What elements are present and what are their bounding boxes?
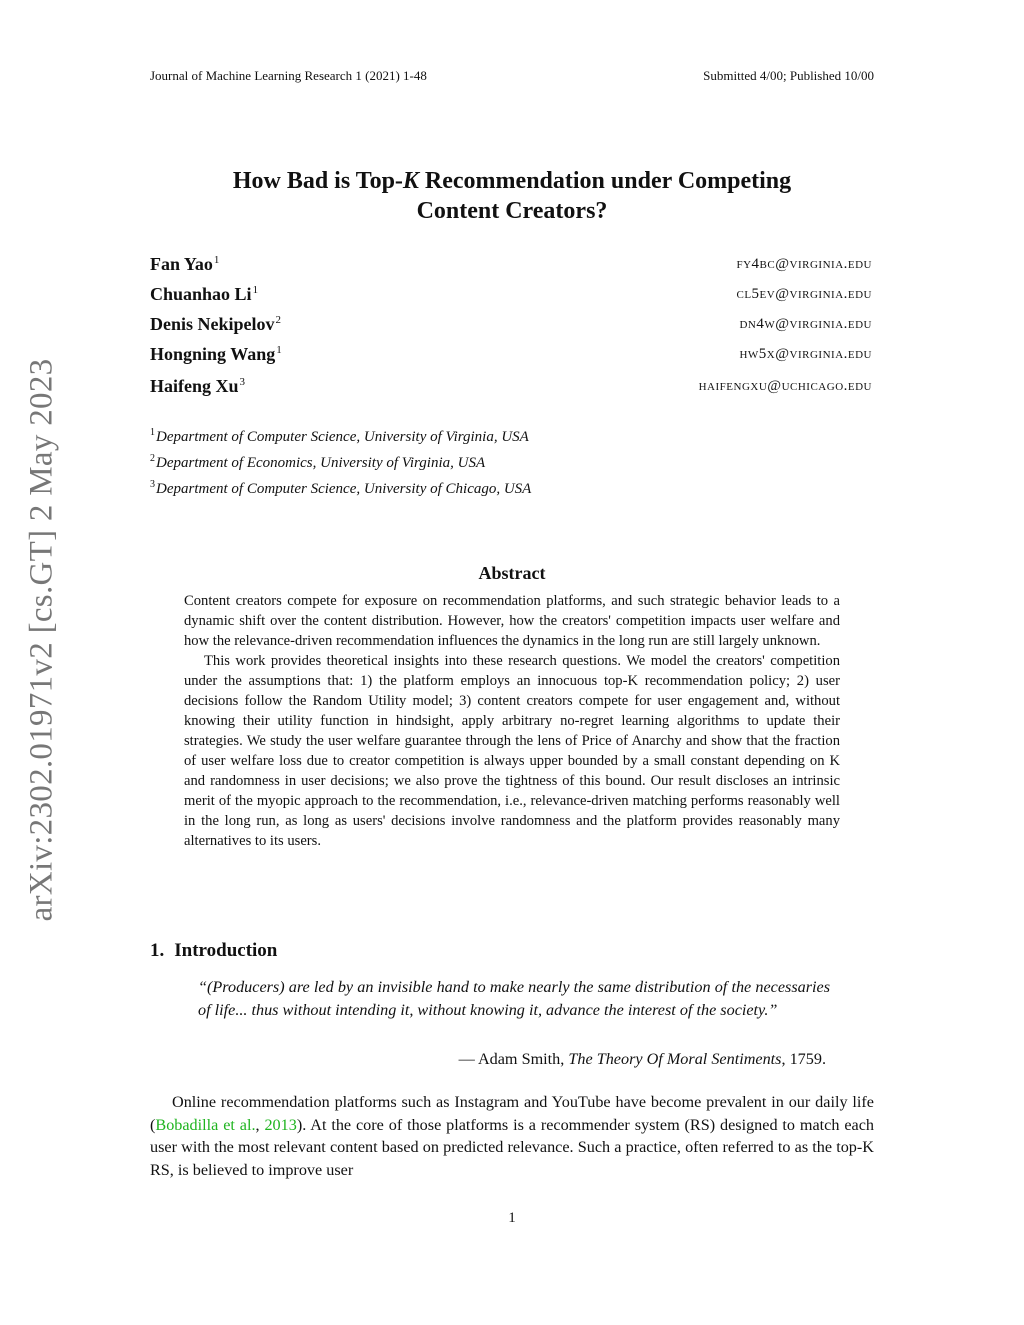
paper-title: [150, 166, 874, 226]
affiliation: $^2$Department of Economics, University of Virginia, USA: [150, 453, 486, 471]
affiliations: [150, 422, 531, 500]
title-part2: Recommendation under Competing: [418, 168, 792, 194]
author-name: Haifeng Xu$^3$: [150, 376, 246, 396]
running-header-journal: Journal of Machine Learning Research 1 (2021) 1-48: [150, 68, 427, 83]
epigraph-quote: “(Producers) are led by an invisible hand to make nearly the same distribution of the necessaries of life... thus without intending it, without knowing it, advance the interest of the society.”: [198, 978, 830, 1019]
citation-link[interactable]: Bobadilla et al.: [155, 1115, 256, 1134]
section-heading: [150, 940, 277, 962]
author-email[interactable]: cl5ev@virginia.edu: [736, 286, 872, 302]
section-number: 1.: [150, 940, 165, 961]
book-title: The Theory Of Moral Sentiments: [568, 1050, 782, 1068]
page-number: 1: [508, 1210, 516, 1226]
author-email[interactable]: haifengxu@uchicago.edu: [698, 378, 872, 394]
author-name: Chuanhao Li$^1$: [150, 284, 259, 304]
author-row: [150, 344, 872, 368]
arxiv-stamp: arXiv:2302.01971v2 [cs.GT] 2 May 2023: [23, 358, 60, 922]
author-name: Hongning Wang$^1$: [150, 344, 282, 364]
title-part1: How Bad is Top-: [232, 168, 403, 194]
author-email[interactable]: dn4w@virginia.edu: [739, 316, 872, 332]
author-row: [150, 314, 872, 338]
author-row: [150, 254, 872, 278]
author-row: [150, 376, 872, 400]
abstract-body: [184, 591, 840, 851]
author-row: [150, 284, 872, 308]
abstract-paragraph: This work provides theoretical insights into these research questions. We model the creators' competition under the assumptions that: 1) the platform employs an innocuous top-K recommendation policy; 2) user decisions follow the Random Utility model; 3) content creators compete for user engagement and, without knowing their utility function in hindsight, apply arbitrary no-regret learning algorithms to update their strategies. We study the user welfare guarantee through the lens of Price of Anarchy and show that the fraction of user welfare loss due to creator competition is always upper bounded by a small constant depending on K and randomness in user decisions; we also prove the tightness of this bound. Our result discloses an intrinsic merit of the myopic approach to the recommendation, i.e., relevance-driven matching performs reasonably well in the long run, as long as users' decisions involve randomness and the platform provides reasonably many alternatives to its users.: [184, 653, 840, 849]
section-title: Introduction: [174, 940, 278, 961]
author-name: Denis Nekipelov$^2$: [150, 314, 282, 334]
abstract-paragraph: Content creators compete for exposure on recommendation platforms, and such strategic behavior leads to a dynamic shift over the content distribution. However, how the creators' competition impacts user welfare and how the relevance-driven recommendation influences the dynamics in the long run are still largely unknown.: [184, 593, 840, 649]
title-line2: Content Creators?: [416, 198, 608, 224]
epigraph-attribution: — Adam Smith, The Theory Of Moral Sentiments, 1759.: [458, 1050, 826, 1068]
author-name: Fan Yao$^1$: [150, 254, 220, 274]
citation-year-link[interactable]: 2013: [264, 1115, 297, 1134]
intro-paragraph: Online recommendation platforms such as Instagram and YouTube have become prevalent in our daily life (Bobadilla et al., 2013). At the core of those platforms is a recommender system (RS) designed to match each user with the most relevant content based on predicted relevance. Such a practice, often referred to as the top-K RS, is believed to improve user: [150, 1093, 874, 1179]
running-header-dates: Submitted 4/00; Published 10/00: [703, 68, 874, 83]
abstract-heading: Abstract: [478, 563, 546, 583]
title-k-symbol: K: [402, 168, 419, 194]
author-email[interactable]: fy4bc@virginia.edu: [736, 256, 872, 272]
affiliation: $^3$Department of Computer Science, University of Chicago, USA: [150, 479, 532, 497]
affiliation: $^1$Department of Computer Science, University of Virginia, USA: [150, 427, 529, 445]
author-email[interactable]: hw5x@virginia.edu: [739, 346, 872, 362]
